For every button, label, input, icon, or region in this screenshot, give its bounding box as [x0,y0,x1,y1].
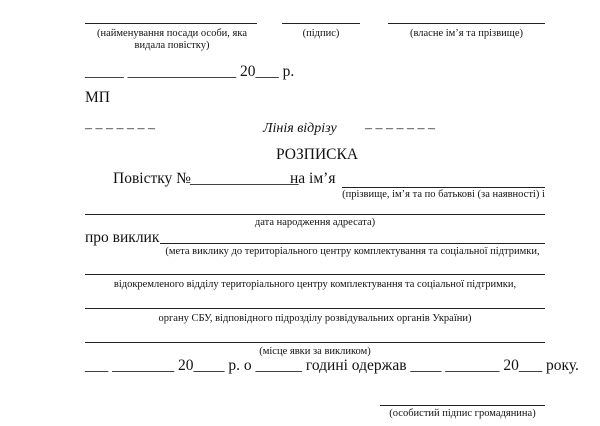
dob-caption: дата народження адресата) [254,217,376,228]
cut-dashes-right: – – – – – – – [365,121,435,136]
citizen-signature-caption: (особистий підпис громадянина) [389,408,536,419]
position-line [85,23,257,24]
signature-caption: (підпис) [302,28,340,39]
name-label: на ім’я [290,170,336,187]
addressee-caption: (прізвище, ім’я та по батькові (за наявності) і [342,189,545,200]
dob-line [85,214,545,215]
place-caption: (місце явки за викликом) [259,346,371,357]
position-caption: (найменування посади особи, яка видала повістку) [97,28,247,51]
citizen-signature-line [380,405,545,406]
stamp-label: МП [85,89,110,106]
purpose-caption-2: відокремленого відділу територіального центру комплектування та соціальної підтримки, [113,279,517,290]
place-line [85,342,545,343]
addressee-line [342,187,545,188]
call-label: про виклик [85,229,160,246]
signature-line [282,23,360,24]
notice-label: Повістку № [113,170,191,187]
received-line: ___ ________ 20____ р. о ______ годині одержав ____ _______ 20___ року. [85,357,579,374]
purpose-caption-3: органу СБУ, відповідного підрозділу розвідувальних органів України) [158,313,472,324]
purpose-line [160,243,545,244]
receipt-title: РОЗПИСКА [276,146,359,163]
cut-dashes-left: – – – – – – – [85,121,155,136]
name-line [388,23,545,24]
purpose-line-3 [85,308,545,309]
purpose-line-2 [85,274,545,275]
cut-line-label: Лінія відрізу [263,121,337,136]
date-line: _____ ______________ 20___ р. [85,63,295,80]
purpose-caption: (мета виклику до територіального центру комплектування та соціальної підтримки, [165,246,540,257]
notice-number-blank: ______________ [190,170,299,187]
name-caption: (власне ім’я та прізвище) [409,28,524,39]
